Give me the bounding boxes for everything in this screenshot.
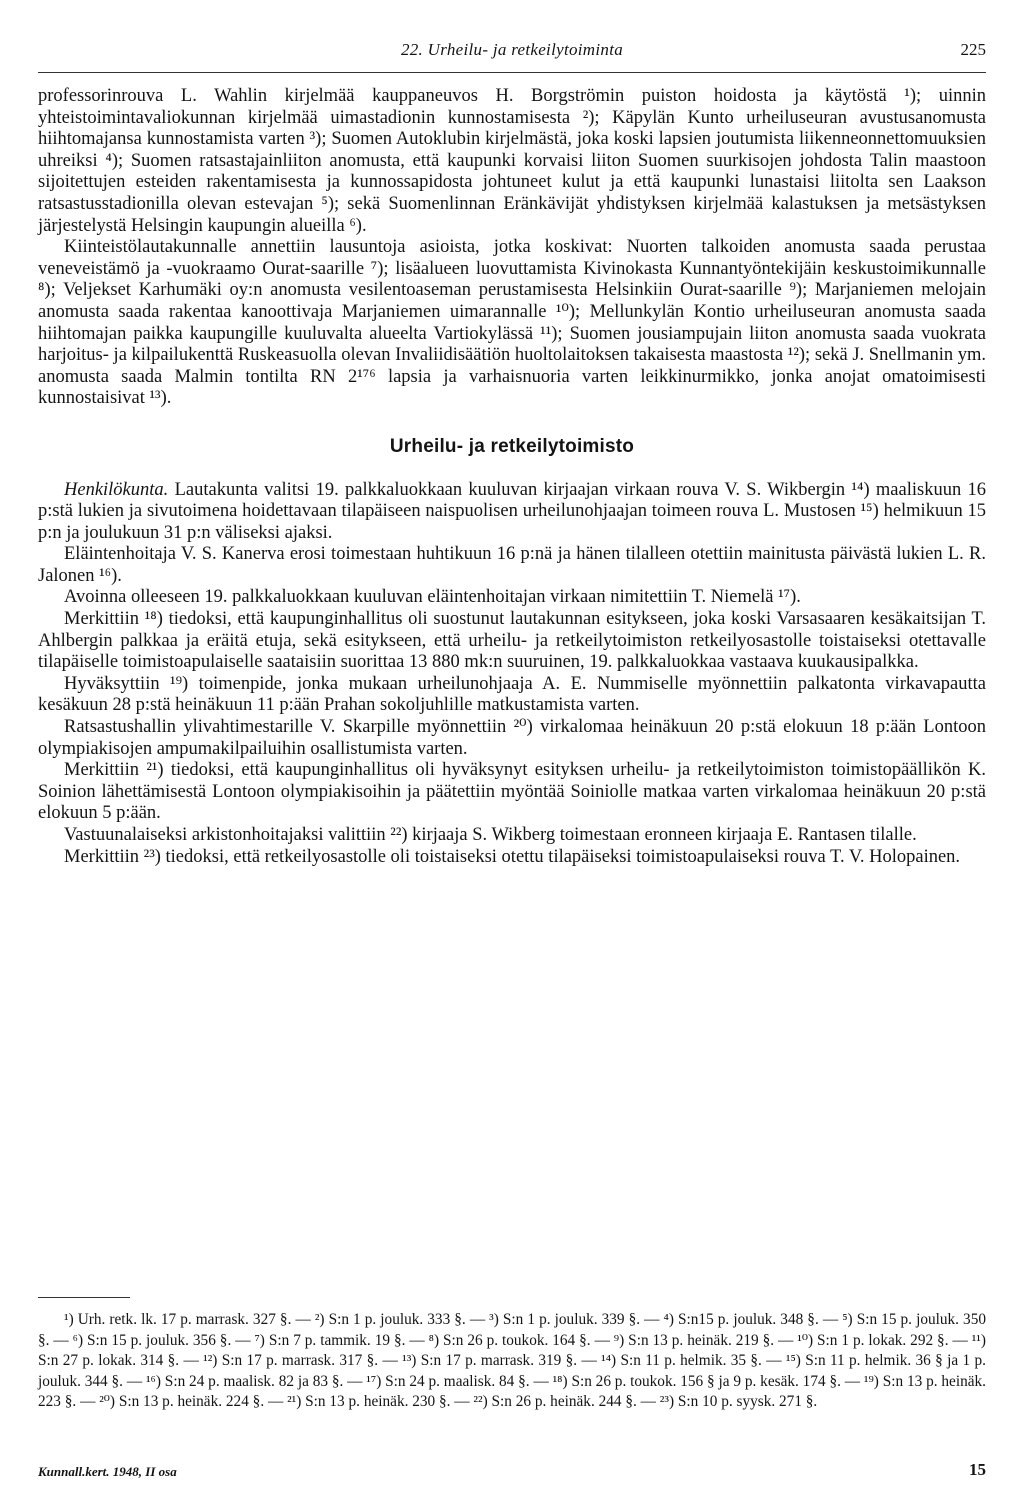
paragraph: Merkittiin ²¹) tiedoksi, että kaupunginhallitus oli hyväksynyt esityksen urheilu- ja retkeilytoimiston toimistopäällikön K. Soinion lähettämisestä Lontoon olympiakisoihin ja päätettiin myöntää Soiniolle matkaa varten virkalomaa heinäkuun 20 p:stä elokuun 5 p:ään. bbox=[38, 760, 986, 824]
document-page bbox=[38, 0, 986, 1502]
paragraph bbox=[38, 480, 986, 545]
paragraph: professorinrouva L. Wahlin kirjelmää kauppaneuvos H. Borgströmin puiston hoidosta ja käytöstä ¹); uinnin yhteistoimintavaliokunnan kirjelmää uimastadionin kunnostamisesta ²); Käpylän Kunto urheiluseuran avustusanomusta hiihtomajansa kunnostamista varten ³); Suomen Autoklubin kirjelmästä, joka koski lapsien joutumista liikenneonnettomuuksien uhreiksi ⁴); Suomen ratsastajainliiton anomusta, että kaupunki korvaisi liiton Suomen suurkisojen johdosta Talin maastoon sijoitettujen esteiden rakentamisesta ja kunnossapidosta johtuneet kulut ja että kaupunki lunastaisi liitolta sen Laakson ratsastusstadionilla olevan estevajan ⁵); sekä Suomenlinnan Eränkävijät yhdistyksen kirjelmää kalastuksen ja metsästyksen järjestelystä Helsingin kaupungin alueilla ⁶). bbox=[38, 86, 986, 236]
paragraph: Ratsastushallin ylivahtimestarille V. Skarpille myönnettiin ²⁰) virkalomaa heinäkuun 20 p:stä elokuun 18 p:ään Lontoon olympiakisojen ampumakilpailuihin osallistumista varten. bbox=[38, 717, 986, 759]
running-head-title: 22. Urheilu- ja retkeilytoiminta bbox=[400, 40, 624, 59]
footnotes bbox=[38, 1310, 986, 1413]
paragraph: Hyväksyttiin ¹⁹) toimenpide, jonka mukaan urheilunohjaaja A. E. Nummiselle myönnettiin palkatonta virkavapautta kesäkuun 28 p:stä heinäkuun 11 p:ään Prahan sokoljuhlille matkustamista varten. bbox=[38, 673, 986, 716]
paragraph: Avoinna olleeseen 19. palkkaluokkaan kuuluvan eläintenhoitajan virkaan nimitettiin T. Niemelä ¹⁷). bbox=[64, 587, 801, 608]
running-head bbox=[38, 40, 986, 66]
page-number: 225 bbox=[960, 40, 986, 59]
paragraph: Merkittiin ²³) tiedoksi, että retkeilyosastolle oli toistaiseksi otettu tilapäiseksi toimistoapulaiseksi rouva T. V. Holopainen. bbox=[64, 846, 961, 867]
signature-mark: 15 bbox=[969, 1460, 986, 1479]
paragraph: Kiinteistölautakunnalle annettiin lausuntoja asioista, jotka koskivat: Nuorten talkoiden anomusta saada perustaa veneveistämö ja -vuokraamo Ourat-saarille ⁷); lisäalueen luovuttamista Kivinokasta Kunnantyöntekijäin keskustoimikunnalle ⁸); Veljekset Karhumäki oy:n anomusta vesilentoaseman perustamisesta Helsinkiin Ourat-saarille ⁹); Marjaniemen melojain anomusta saada rakentaa kanoottivaja Marjaniemen uimarannalle ¹⁰); Mellunkylän Kontio urheiluseuran anomusta saada hiihtomajan paikka kaupungille kuuluvalta alueelta Vartiokylässä ¹¹); Suomen jousiampujain liiton anomusta saada vuokrata harjoitus- ja kilpailukenttä Ruskeasuolla olevan Invaliidisäätiön huoltolaitoksen takaisesta maastosta ¹²); sekä J. Snellmanin ym. anomusta saada Malmin tontilta RN 2¹⁷⁶ lapsia ja varhaisnuoria varten leikkinurmikko, jonka anojat omatoimisesti kunnostaisivat ¹³). bbox=[38, 237, 986, 409]
section-heading: Urheilu- ja retkeilytoimisto bbox=[389, 435, 635, 457]
body-text bbox=[38, 86, 986, 868]
paragraph: Vastuunalaiseksi arkistonhoitajaksi valittiin ²²) kirjaaja S. Wikberg toimestaan eronneen kirjaaja E. Rantasen tilalle. bbox=[64, 825, 917, 845]
page-footer bbox=[38, 1460, 986, 1484]
footer-source: Kunnall.kert. 1948, II osa bbox=[38, 1464, 177, 1479]
paragraph-text: Lautakunta valitsi 19. palkkaluokkaan kuuluvan kirjaajan virkaan rouva V. S. Wikbergin ¹⁴) maaliskuun 16 p:stä lukien ja sivutoimena hoidettavaan tilapäiseen naispuolisen urheilunohjaajan toimeen rouva L. Mustosen ¹⁵) helmikuun 15 p:n ja joulukuun 31 p:n väliseksi ajaksi. bbox=[38, 479, 986, 543]
paragraph: Merkittiin ¹⁸) tiedoksi, että kaupunginhallitus oli suostunut lautakunnan esitykseen, joka koski Varsasaaren kesäkaitsijan T. Ahlbergin palkkaa ja eräitä etuja, sekä esitykseen, että urheilu- ja retkeilytoimiston retkeilyosastolle toistaiseksi otettavalle tilapäiselle toimistoapulaiselle saataisiin suorittaa 13 880 mk:n suuruinen, 19. palkkaluokkaa vastaava kuukausipalkka. bbox=[38, 609, 986, 673]
footnote-text: ¹) Urh. retk. lk. 17 p. marrask. 327 §. — ²) S:n 1 p. jouluk. 333 §. — ³) S:n 1 p. jouluk. 339 §. — ⁴) S:n15 p. jouluk. 348 §. — ⁵) S:n 15 p. jouluk. 350 §. — ⁶) S:n 15 p. jouluk. 356 §. — ⁷) S:n 7 p. tammik. 19 §. — ⁸) S:n 26 p. toukok. 164 §. — ⁹) S:n 13 p. heinäk. 219 §. — ¹⁰) S:n 1 p. lokak. 292 §. — ¹¹) S:n 27 p. lokak. 314 §. — ¹²) S:n 17 p. marrask. 317 §. — ¹³) S:n 17 p. marrask. 319 §. — ¹⁴) S:n 11 p. helmik. 35 §. — ¹⁵) S:n 11 p. helmik. 36 § ja 1 p. jouluk. 344 §. — ¹⁶) S:n 24 p. maalisk. 82 ja 83 §. — ¹⁷) S:n 24 p. maalisk. 84 §. — ¹⁸) S:n 26 p. toukok. 156 § ja 9 p. kesäk. 174 §. — ¹⁹) S:n 13 p. heinäk. 223 §. — ²⁰) S:n 13 p. heinäk. 224 §. — ²¹) S:n 13 p. heinäk. 230 §. — ²²) S:n 26 p. heinäk. 244 §. — ²³) S:n 10 p. syysk. 271 §. bbox=[38, 1311, 986, 1411]
header-rule bbox=[38, 72, 986, 73]
paragraph: Eläintenhoitaja V. S. Kanerva erosi toimestaan huhtikuun 16 p:nä ja hänen tilalleen otettiin mainitusta päivästä lukien L. R. Jalonen ¹⁶). bbox=[38, 544, 986, 586]
footnote-rule bbox=[38, 1297, 130, 1298]
paragraph-lead-italic: Henkilökunta. bbox=[64, 479, 169, 500]
